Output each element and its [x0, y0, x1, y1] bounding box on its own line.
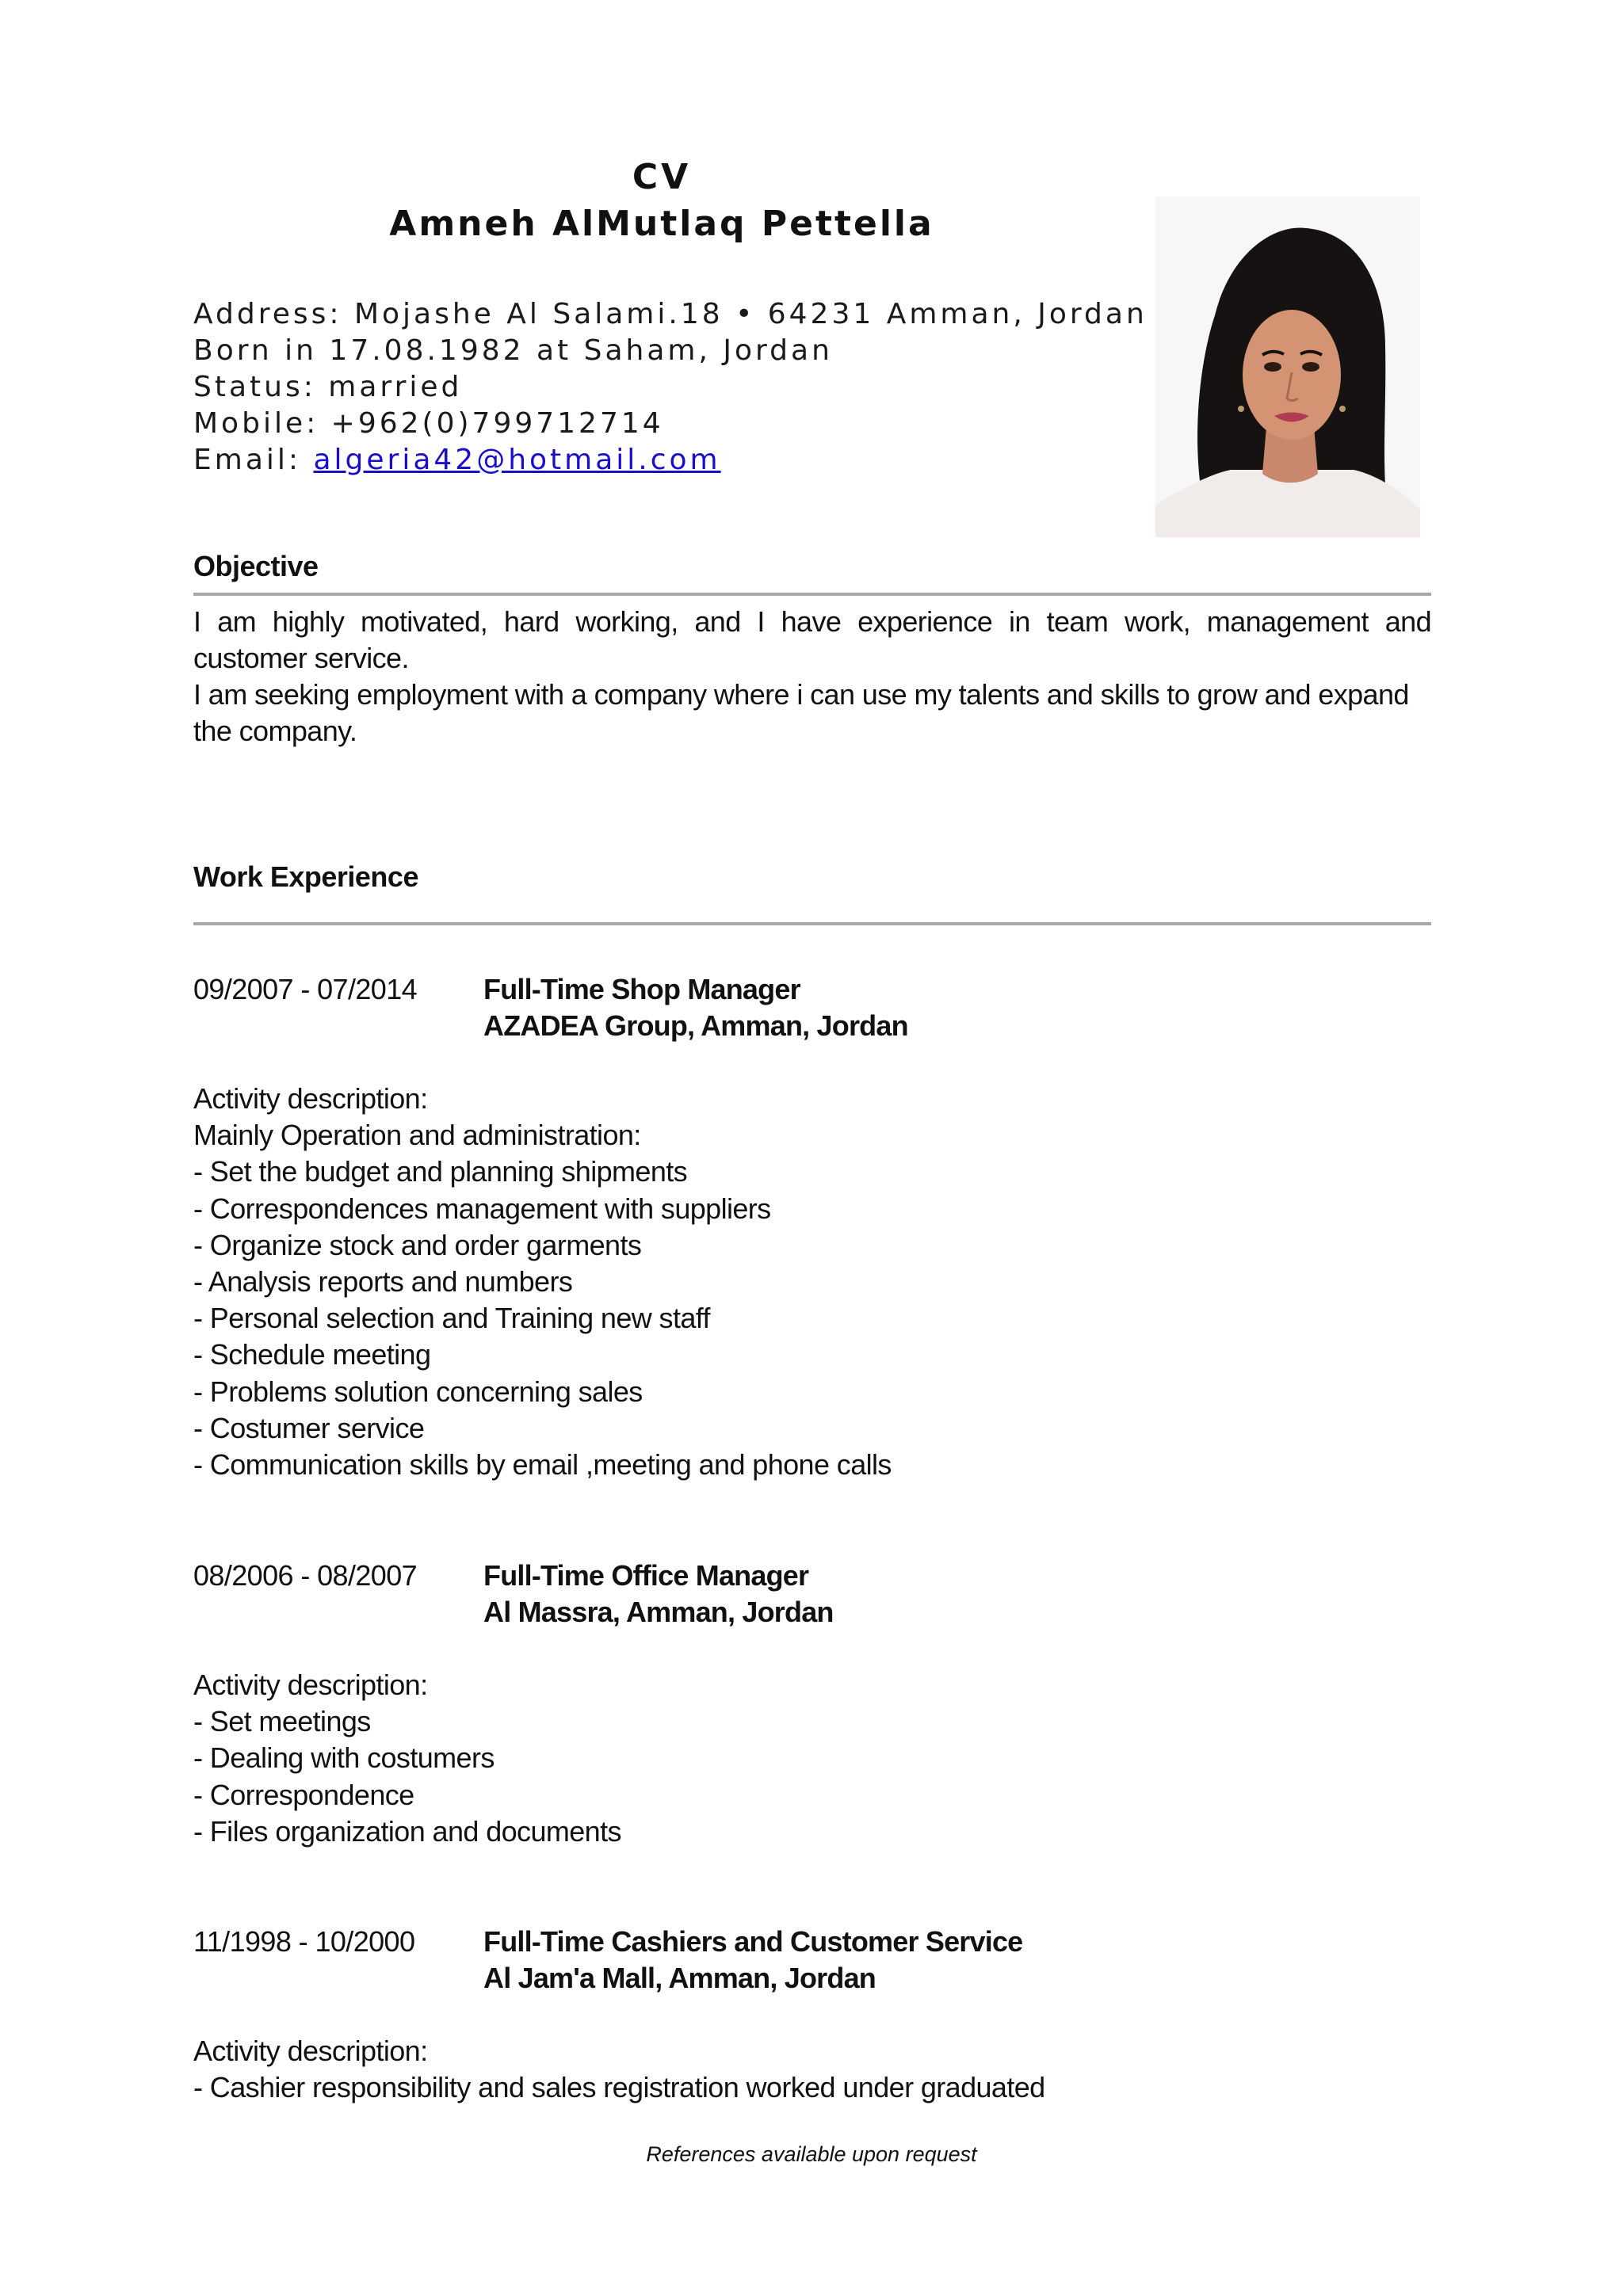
activity-line: - Cashier responsibility and sales registration worked under graduated: [193, 2071, 1045, 2104]
activity-line: - Organize stock and order garments: [193, 1228, 642, 1261]
objective-line-4: the company.: [193, 715, 357, 747]
candidate-name: Amneh AlMutlaq Pettella: [389, 204, 934, 244]
activity-line: - Set the budget and planning shipments: [193, 1155, 688, 1188]
portrait-image: [1155, 196, 1420, 537]
activity-line: Activity description:: [193, 2035, 428, 2067]
job-position: [483, 1924, 1022, 1997]
objective-divider: [193, 593, 1431, 596]
activity-line: - Files organization and documents: [193, 1814, 621, 1848]
objective-line-3: I am seeking employment with a company where i can use my talents and skills to grow and expand: [193, 678, 1409, 711]
activity-line: - Communication skills by email ,meeting and phone calls: [193, 1448, 892, 1482]
objective-text: [193, 604, 1431, 749]
activity-line: - Costumer service: [193, 1411, 425, 1444]
job-company: Al Massra, Amman, Jordan: [483, 1596, 834, 1628]
work-experience-divider: [193, 922, 1431, 925]
mobile-line: Mobile: +962(0)799712714: [193, 407, 664, 440]
profile-photo: [1155, 196, 1420, 537]
job-dates: 11/1998 - 10/2000: [193, 1925, 415, 1958]
activity-line: Activity description:: [193, 1082, 428, 1115]
activity-line: Mainly Operation and administration:: [193, 1119, 641, 1152]
status-line: Status: married: [193, 371, 463, 403]
job-dates: 09/2007 - 07/2014: [193, 973, 418, 1005]
objective-line-2: customer service.: [193, 642, 409, 674]
job-position: [483, 971, 908, 1044]
job-title: Full-Time Shop Manager: [483, 973, 800, 1005]
activity-line: - Correspondence: [193, 1778, 414, 1811]
email-link[interactable]: algeria42@hotmail.com: [313, 444, 721, 476]
email-line: [193, 442, 1148, 479]
contact-details: [193, 296, 1148, 479]
cv-title: CV: [632, 157, 692, 197]
email-label: Email:: [193, 444, 314, 476]
references-note: References available upon request: [646, 2142, 977, 2166]
job-company: Al Jam'a Mall, Amman, Jordan: [483, 1962, 876, 1994]
job-position: [483, 1558, 834, 1630]
job-activity-list: [193, 1081, 892, 1483]
job-company: AZADEA Group, Amman, Jordan: [483, 1009, 908, 1042]
activity-line: - Correspondences management with suppliers: [193, 1192, 771, 1225]
activity-line: - Schedule meeting: [193, 1338, 431, 1371]
job-activity-list: [193, 2033, 1045, 2106]
job-dates: 08/2006 - 08/2007: [193, 1559, 418, 1592]
job-title: Full-Time Cashiers and Customer Service: [483, 1925, 1023, 1958]
activity-line: - Personal selection and Training new staff: [193, 1302, 710, 1335]
address-line: Address: Mojashe Al Salami.18 • 64231 Amman, Jordan: [193, 298, 1148, 330]
objective-heading: Objective: [193, 550, 319, 582]
activity-line: - Dealing with costumers: [193, 1741, 495, 1775]
work-experience-heading: Work Experience: [193, 860, 418, 893]
job-title: Full-Time Office Manager: [483, 1559, 809, 1592]
birth-line: Born in 17.08.1982 at Saham, Jordan: [193, 334, 833, 367]
activity-line: Activity description:: [193, 1669, 428, 1701]
activity-line: - Problems solution concerning sales: [193, 1375, 643, 1408]
activity-line: - Analysis reports and numbers: [193, 1265, 573, 1299]
job-activity-list: [193, 1667, 621, 1850]
objective-line-1: I am highly motivated, hard working, and I have experience in team work, management and: [193, 605, 1431, 638]
activity-line: - Set meetings: [193, 1705, 371, 1738]
